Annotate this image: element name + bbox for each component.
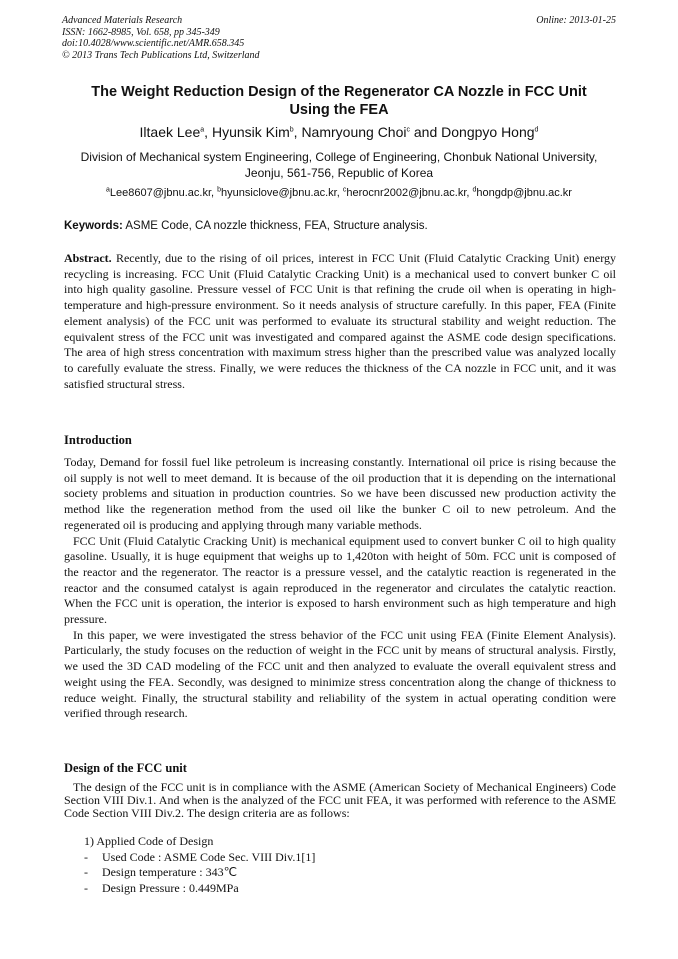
email-link[interactable]: hyunsiclove@jbnu.ac.kr, <box>221 187 343 199</box>
title-line-1: The Weight Reduction Design of the Regenerator CA Nozzle in FCC Unit <box>91 84 587 100</box>
issn: ISSN: 1662-8985, Vol. 658, pp 345-349 <box>62 26 220 38</box>
affiliation: Division of Mechanical system Engineering, College of Engineering, Chonbuk National University, Jeonju, 561-756, Republic of Korea <box>80 150 598 180</box>
paragraph: FCC Unit (Fluid Catalytic Cracking Unit) is mechanical equipment used to convert bunker C oil to high quality gasoline. Usually, it is huge equipment that weighs up to 1,420ton with height of 50m. FCC unit is composed of the reactor and the regenerator. The reactor is a pressure vessel, and the catalytic reaction is regenerated in the reactor and the consumed catalyst is again reproduced in the regenerator and circulates the catalytic reaction. When the FCC unit is operation, the interior is exposed to harsh environment such as high temperature and high pressure. <box>64 533 616 627</box>
author: Hyunsik Kim$^b$, <box>211 124 302 140</box>
abstract: Abstract. Recently, due to the rising of oil prices, interest in FCC Unit (Fluid Catalytic Cracking Unit) energy recycling is increasing. FCC Unit (Fluid Catalytic Cracking Unit) is a mechanical used to convert bunker C oil into high quality gasoline. Pressure vessel of FCC Unit is that refining the crude oil when is operating in high-temperature and high-pressure environment. So it needs analysis of structure carefully. In this paper, FEA (Finite element analysis) of the FCC unit was performed to evaluate its structural stability and weight reduction. The equivalent stress of the FCC unit was investigated and compared against the ASME code design specifications. The area of high stress concentration with maximum stress higher than the prescribed value was analyzed locally to carefully evaluate the stress. Finally, we were reduces the thickness of the CA nozzle in FCC unit, and it was satisfied structural stress. <box>64 251 616 391</box>
journal-header <box>62 15 616 61</box>
title-line-2: Using the FEA <box>289 102 389 118</box>
list-item: - Used Code : ASME Code Sec. VIII Div.1[1] <box>84 849 316 864</box>
introduction-body <box>64 455 616 722</box>
email-link[interactable]: herocnr2002@jbnu.ac.kr, <box>346 187 473 199</box>
author: Dongpyo Hong$^d$ <box>441 124 539 140</box>
author: Namryoung Choi$^c$ and <box>301 124 442 140</box>
design-heading: Design of the FCC unit <box>64 761 187 775</box>
email-link[interactable]: hongdp@jbnu.ac.kr <box>476 187 572 199</box>
doi: doi:10.4028/www.scientific.net/AMR.658.345 <box>62 38 245 49</box>
design-criteria-list <box>84 834 315 896</box>
design-paragraph: The design of the FCC unit is in compliance with the ASME (American Society of Mechanical Engineers) Code Section VIII Div.1. And when is the analyzed of the FCC unit FEA, it was performed with reference to the ASME Code Section VIII Div.2. The design criteria are as follows: <box>64 780 616 820</box>
authors <box>62 124 616 140</box>
list-title: 1) Applied Code of Design <box>84 834 214 848</box>
list-item: - Design temperature : 343℃ <box>84 865 238 879</box>
list-item: - Design Pressure : 0.449MPa <box>84 880 239 895</box>
introduction-heading: Introduction <box>64 433 132 447</box>
emails: $^a$Lee8607@jbnu.ac.kr, $^b$hyunsiclove@jbnu.ac.kr, $^c$herocnr2002@jbnu.ac.kr, $^d$hongdp@jbnu.ac.kr <box>106 186 572 199</box>
journal-name: Advanced Materials Research <box>62 15 183 26</box>
copyright: © 2013 Trans Tech Publications Ltd, Switzerland <box>62 49 260 61</box>
email-link[interactable]: Lee8607@jbnu.ac.kr, <box>109 187 218 199</box>
paper-title <box>62 83 616 119</box>
keywords: Keywords: ASME Code, CA nozzle thickness, FEA, Structure analysis. <box>64 220 428 232</box>
paragraph: Today, Demand for fossil fuel like petroleum is increasing constantly. International oil price is rising because the oil supply is not well to meet demand. It is because of the oil production that it is depending on the international society problems and situation in production countries. So we have been discussed new production activity the method like the regeneration method from the used oil like the bunker C oil to new petroleum. And the regenerated oil is producing and applying through many variable methods. <box>64 455 616 532</box>
online-date: Online: 2013-01-25 <box>536 15 616 26</box>
author: Iltaek Lee$^a$, <box>139 124 212 140</box>
paragraph: In this paper, we were investigated the stress behavior of the FCC unit using FEA (Finite Element Analysis). Particularly, the study focuses on the reduction of weight in the FCC unit by means of structural analysis. Firstly, we used the 3D CAD modeling of the FCC unit and then analyzed to evaluate the overall equivalent stress and weight using the FEA. Secondly, was designed to minimize stress concentration along the change of thickness to reduce weight. Finally, the structural stability and reliability of the system in actual operating condition were verified through research. <box>64 627 616 721</box>
